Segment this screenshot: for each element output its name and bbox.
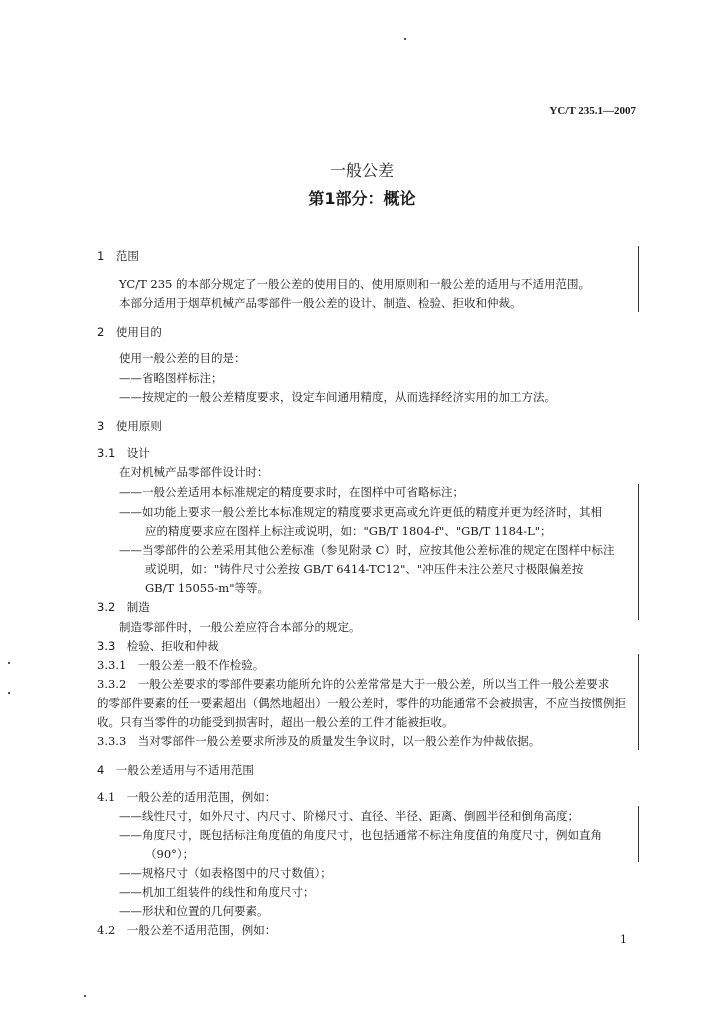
section-heading: 4 一般公差适用与不适用范围 xyxy=(97,763,254,777)
paragraph-line: 收。只有当零件的功能受到损害时，超出一般公差的工件才能被拒收。 xyxy=(97,715,454,729)
paragraph-line: 在对机械产品零部件设计时： xyxy=(119,465,269,479)
list-item: ——形状和位置的几何要素。 xyxy=(119,904,269,918)
scan-speck xyxy=(404,38,406,40)
scan-speck xyxy=(84,995,86,997)
list-item-continuation: 应的精度要求应在图样上标注或说明，如："GB/T 1804-f"、"GB/T 1184-L"； xyxy=(145,524,552,538)
page-subtitle: 第1部分：概论 xyxy=(308,189,416,208)
clause-line: 3.3.2 一般公差要求的零部件要素功能所允许的公差常常是大于一般公差，所以当工件一般公差要求 xyxy=(97,677,610,691)
paragraph-line: 使用一般公差的目的是： xyxy=(119,351,246,365)
paragraph-line: 制造零部件时，一般公差应符合本部分的规定。 xyxy=(119,620,361,634)
list-item: ——省略图样标注； xyxy=(119,371,223,385)
clause-line: 4.2 一般公差不适用范围，例如： xyxy=(97,923,277,937)
list-item: ——线性尺寸，如外尺寸、内尺寸、阶梯尺寸、直径、半径、距离、倒圆半径和倒角高度； xyxy=(119,809,579,823)
revision-bar xyxy=(638,654,639,750)
clause-line: 3.3.1 一般公差一般不作检验。 xyxy=(97,658,265,672)
section-heading: 1 范围 xyxy=(97,249,139,263)
list-item-continuation: 或说明，如："铸件尺寸公差按 GB/T 6414-TC12"、"冲压件未注公差尺寸极限偏差按 xyxy=(145,562,584,576)
clause-line: 4.1 一般公差的适用范围，例如： xyxy=(97,790,277,804)
list-item: ——按规定的一般公差精度要求，设定车间通用精度，从而选择经济实用的加工方法。 xyxy=(119,390,556,404)
paragraph-line: 本部分适用于烟草机械产品零部件一般公差的设计、制造、检验、拒收和仲裁。 xyxy=(119,296,522,310)
list-item: ——当零部件的公差采用其他公差标准（参见附录 C）时，应按其他公差标准的规定在图样中标注 xyxy=(119,543,615,557)
section-heading: 2 使用目的 xyxy=(97,325,162,339)
scan-speck xyxy=(8,692,10,694)
clause-line: 3.3.3 当对零部件一般公差要求所涉及的质量发生争议时，以一般公差作为仲裁依据。 xyxy=(97,734,541,748)
list-item: ——机加工组装件的线性和角度尺寸； xyxy=(119,885,315,899)
subsection-heading: 3.1 设计 xyxy=(97,446,150,460)
subsection-heading: 3.3 检验、拒收和仲裁 xyxy=(97,639,219,653)
page-number: 1 xyxy=(620,933,627,946)
standard-code: YC/T 235.1—2007 xyxy=(549,105,636,117)
list-item-continuation: （90°）； xyxy=(145,847,195,861)
paragraph-line: 的零部件要素的任一要素超出（偶然地超出）一般公差时，零件的功能通常不会被损害，不应当按惯例拒 xyxy=(97,696,626,710)
list-item: ——规格尺寸（如表格图中的尺寸数值）； xyxy=(119,866,332,880)
list-item: ——如功能上要求一般公差比本标准规定的精度要求更高或允许更低的精度并更为经济时，其相 xyxy=(119,505,602,519)
revision-bar xyxy=(638,484,639,620)
page-title: 一般公差 xyxy=(329,161,394,180)
scan-speck xyxy=(8,662,10,664)
list-item-continuation: GB/T 15055-m"等等。 xyxy=(145,581,270,595)
section-heading: 3 使用原则 xyxy=(97,419,162,433)
subsection-heading: 3.2 制造 xyxy=(97,600,150,614)
revision-bar xyxy=(638,246,639,312)
paragraph-line: YC/T 235 的本部分规定了一般公差的使用目的、使用原则和一般公差的适用与不适用范围。 xyxy=(119,277,590,291)
list-item: ——角度尺寸，既包括标注角度值的角度尺寸，也包括通常不标注角度值的角度尺寸，例如直角 xyxy=(119,828,602,842)
revision-bar xyxy=(638,806,639,862)
list-item: ——一般公差适用本标准规定的精度要求时，在图样中可省略标注； xyxy=(119,485,464,499)
